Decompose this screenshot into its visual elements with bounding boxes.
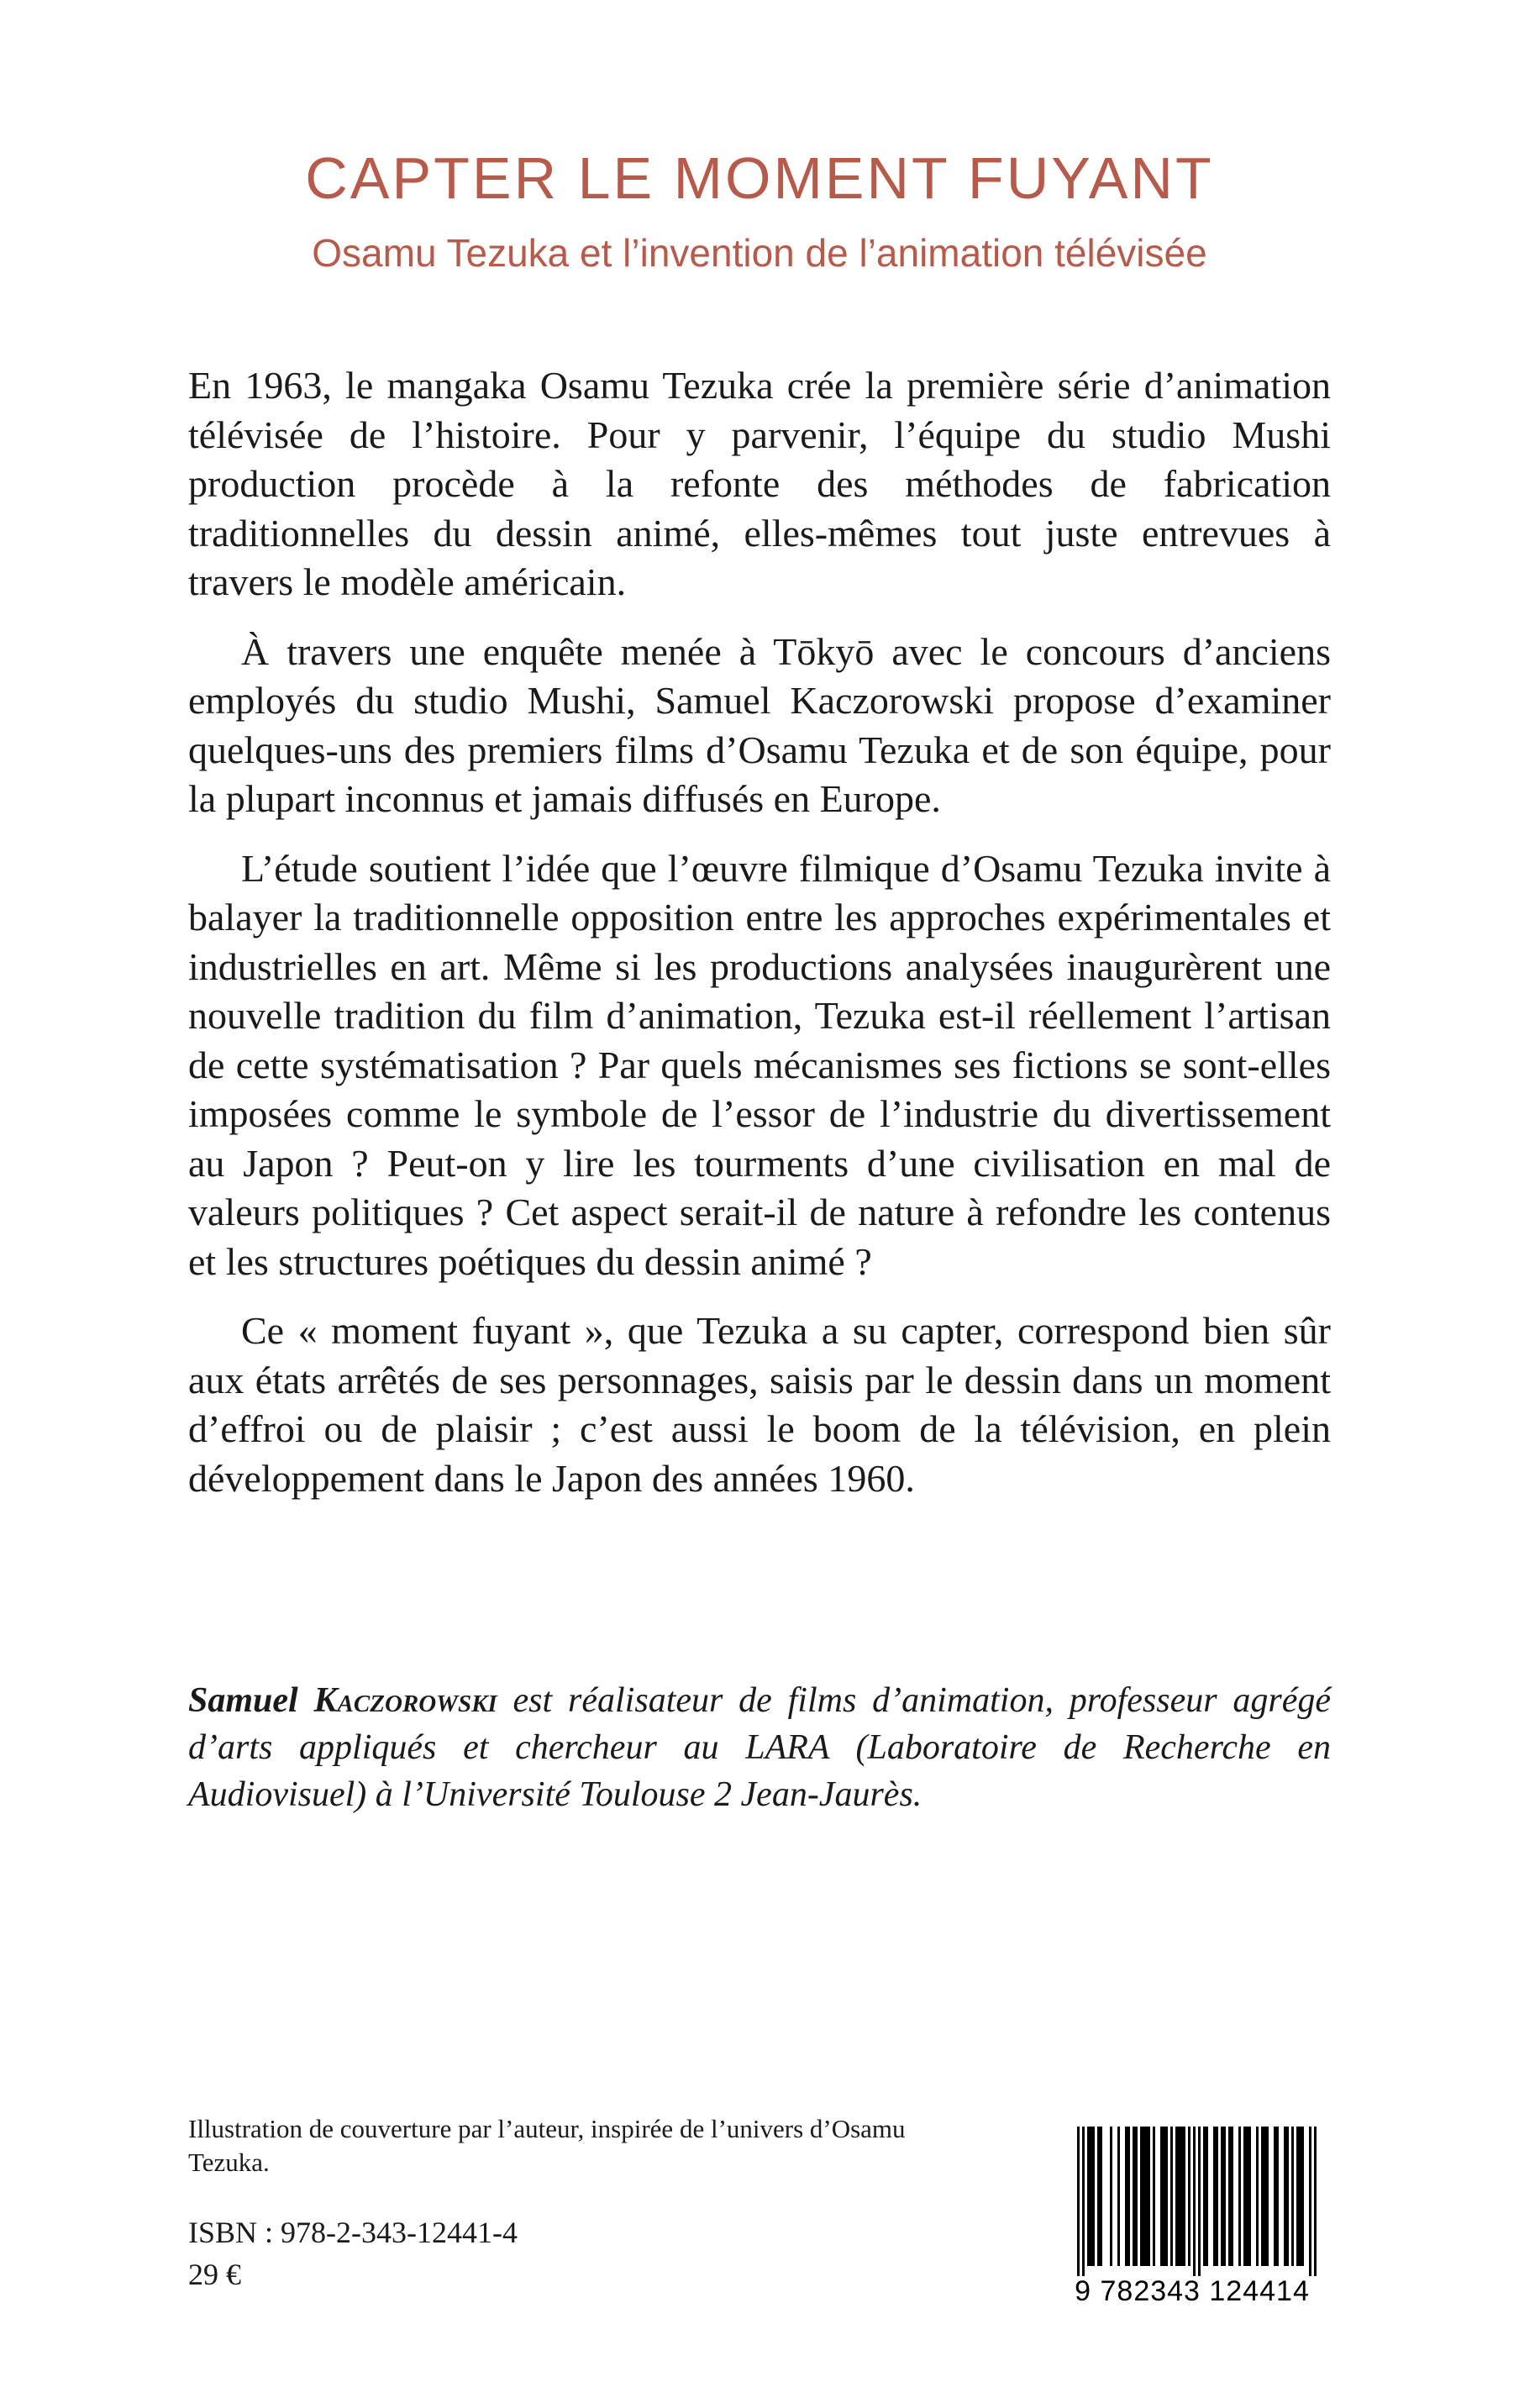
barcode-bar <box>1100 2127 1102 2266</box>
author-first-name: Samuel <box>188 1681 298 1720</box>
cover-illustration-credit: Illustration de couverture par l’auteur, inspirée de l’univers d’Osamu Tezuka. <box>188 2114 906 2177</box>
barcode-bar <box>1077 2127 1080 2276</box>
barcode-bar <box>1231 2127 1233 2266</box>
barcode-bar <box>1140 2127 1143 2266</box>
barcode-bar <box>1170 2127 1173 2266</box>
barcode-bar <box>1261 2127 1264 2266</box>
author-bio-text: est réalisateur de films d’animation, professeur agrégé d’arts appliqués et chercheur au LARA (Laboratoire de Recherche en Audiovisuel) à l’Université Toulouse 2 Jean-Jaurès. <box>188 1681 1332 1814</box>
barcode-bar <box>1243 2127 1246 2266</box>
barcode-bar <box>1299 2127 1301 2266</box>
author-bio <box>188 1677 1331 1818</box>
barcode <box>1052 2127 1332 2308</box>
isbn: ISBN : 978-2-343-12441-4 <box>188 2216 518 2249</box>
barcode-bar <box>1291 2127 1294 2266</box>
barcode-bar <box>1264 2127 1266 2266</box>
book-subtitle: Osamu Tezuka et l’invention de l’animation télévisée <box>312 231 1207 275</box>
barcode-bar <box>1216 2127 1218 2266</box>
barcode-bar <box>1183 2127 1185 2266</box>
author-surname: Kaczorowski <box>313 1681 497 1720</box>
barcode-bar <box>1301 2127 1304 2266</box>
barcode-bar <box>1246 2127 1248 2266</box>
barcode-bar <box>1082 2127 1085 2276</box>
barcode-bar <box>1228 2127 1231 2266</box>
barcode-bar <box>1117 2127 1120 2266</box>
barcode-bar <box>1145 2127 1148 2266</box>
barcode-bar <box>1276 2127 1279 2266</box>
barcode-bar <box>1193 2127 1196 2276</box>
barcode-bar <box>1221 2127 1223 2266</box>
barcode-bar <box>1198 2127 1201 2276</box>
barcode-bar <box>1087 2127 1090 2266</box>
barcode-bar <box>1090 2127 1092 2266</box>
barcode-bars <box>1052 2127 1332 2278</box>
summary-paragraph-4: Ce « moment fuyant », que Tezuka a su capter, correspond bien sûr aux états arrêtés de ses personnages, saisis par le dessin dans un moment d’effroi ou de plaisir ; c’est aussi le boom de la télévision, en plein développement dans le Japon des années 1960. <box>188 1309 1331 1500</box>
barcode-bar <box>1125 2127 1127 2266</box>
barcode-bar <box>1127 2127 1130 2266</box>
barcode-bar <box>1148 2127 1150 2266</box>
barcode-bar <box>1143 2127 1145 2266</box>
barcode-bar <box>1163 2127 1165 2266</box>
barcode-bar <box>1097 2127 1100 2266</box>
summary-paragraph-3: L’étude soutient l’idée que l’œuvre filmique d’Osamu Tezuka invite à balayer la traditionnelle opposition entre les approches expérimentales et industrielles en art. Même si les productions analysées inaugurèrent une nouvelle tradition du film d’animation, Tezuka est-il réellement l’artisan de cette systématisation ? Par quels mécanismes ses fictions se sont-elles imposées comme le symbole de l’essor de l’industrie du divertissement au Japon ? Peut-on y lire les tourments d’une civilisation en mal de valeurs politiques ? Cet aspect serait-il de nature à refondre les contenus et les structures poétiques du dessin animé ? <box>188 846 1331 1283</box>
barcode-bar <box>1165 2127 1168 2266</box>
barcode-bar <box>1314 2127 1317 2276</box>
summary-paragraph-2: À travers une enquête menée à Tōkyō avec le concours d’anciens employés du studio Mushi, Samuel Kaczorowski propose d’examiner quelques-uns des premiers films d’Osamu Tezuka et de son équipe, pour la plupart inconnus et jamais diffusés en Europe. <box>188 629 1331 820</box>
barcode-bar <box>1223 2127 1226 2266</box>
barcode-bar <box>1188 2127 1190 2266</box>
barcode-bar <box>1274 2127 1276 2266</box>
barcode-digits: 9 782343 124414 <box>1075 2275 1310 2307</box>
barcode-bar <box>1286 2127 1289 2266</box>
barcode-bar <box>1309 2127 1311 2276</box>
back-cover-summary <box>188 361 1331 1523</box>
price: 29 € <box>188 2258 241 2291</box>
book-title: CAPTER LE MOMENT FUYANT <box>305 145 1214 211</box>
barcode-bar <box>1206 2127 1208 2266</box>
barcode-bar <box>1180 2127 1183 2266</box>
barcode-bar <box>1178 2127 1180 2266</box>
barcode-bar <box>1203 2127 1206 2266</box>
summary-paragraph-1: En 1963, le mangaka Osamu Tezuka crée la première série d’animation télévisée de l’histoire. Pour y parvenir, l’équipe du studio Mushi production procède à la refonte des méthodes de fabrication traditionnelles du dessin animé, elles-mêmes tout juste entrevues à travers le modèle américain. <box>188 364 1331 603</box>
barcode-bar <box>1160 2127 1163 2266</box>
barcode-bar <box>1110 2127 1112 2266</box>
barcode-bar <box>1284 2127 1286 2266</box>
barcode-bar <box>1153 2127 1155 2266</box>
barcode-bar <box>1238 2127 1241 2266</box>
barcode-bar <box>1092 2127 1095 2266</box>
barcode-bar <box>1133 2127 1135 2266</box>
barcode-bar <box>1266 2127 1269 2266</box>
barcode-bar <box>1213 2127 1216 2266</box>
barcode-bar <box>1296 2127 1299 2266</box>
barcode-bar <box>1248 2127 1251 2266</box>
barcode-bar <box>1175 2127 1178 2266</box>
barcode-bar <box>1135 2127 1138 2266</box>
barcode-bar <box>1256 2127 1259 2266</box>
